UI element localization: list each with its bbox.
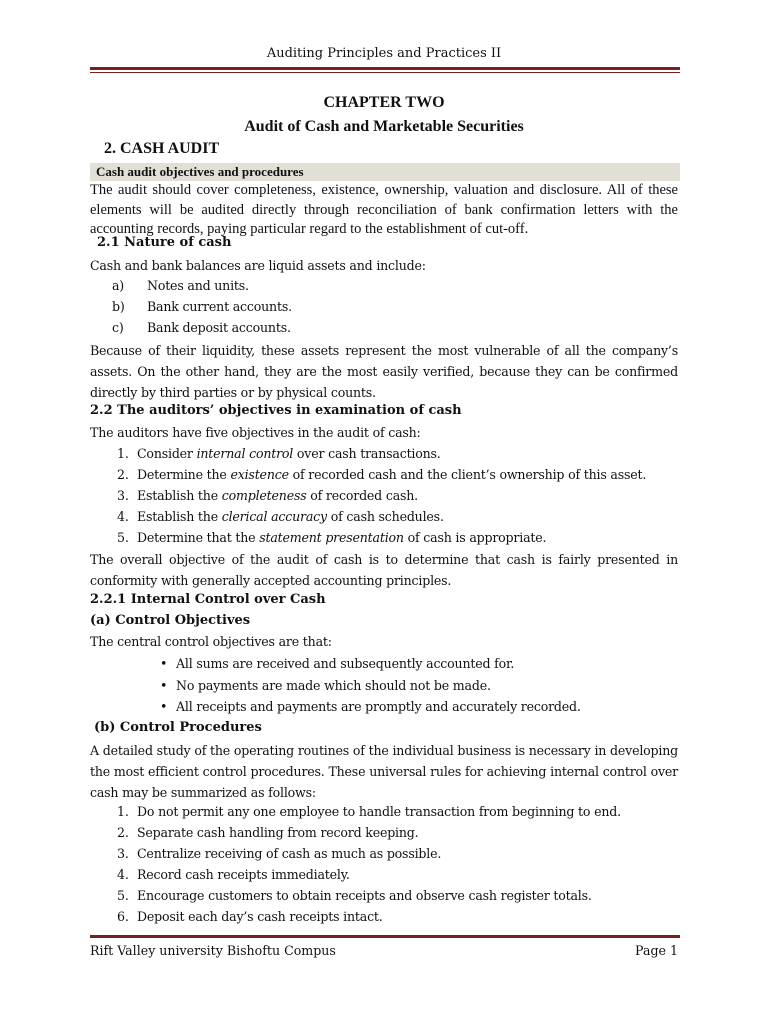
document-page: Auditing Principles and Practices II CHAPTER TWO Audit of Cash and Marketable Securities 2. CASH AUDIT Cash audit objectives and procedures The audit should cover completeness, existence, ownership, valuation and disclosure. All of these elements will be audited directly through reconciliation of bank confirmation letters with the accounting records, paying particular regard to the establishment of cut-off. 2.1 Nature of cash Cash and bank balances are liquid assets and include: a) Notes and units. b) Bank current accounts. c) Bank deposit accounts. Because of their liquidity, these assets represent the most vulnerable of all the company’s assets. On the other hand, they are the most easily verified, because they can be confirmed directly by third parties or by physical counts. 2.2 The auditors’ objectives in examination of cash The auditors have five objectives in the audit of cash: 1. Consider internal control over cash transactions. 2. Determine the existence of recorded cash and the client’s ownership of this asset. 3. Establish the completeness of recorded cash. 4. Establish the clerical accuracy of cash schedules. 5. Determine that the statement presentation of cash is appropriate. The overall objective of the audit of cash is to determine that cash is fairly presented in conformity with generally accepted accounting principles. 2.2.1 Internal Control over Cash (a) Control Objectives The central control objectives are that: • All sums are received and subsequently accounted for. • No payments are made which should not be made. • All receipts and payments are promptly and accurately recorded. (b) Control Procedures A detailed study of the operating routines of the individual business is necessary in developing the most efficient control procedures. These universal rules for achieving internal control over cash may be summarized as follows: 1. Do not permit any one employee to handle transaction from beginning to end. 2. Separate cash handling from record keeping. 3. Centralize receiving of cash as much as possible. 4. Record cash receipts immediately. 5. Encourage customers to obtain receipts and observe cash register totals. 6. Deposit each day’s cash receipts intact. Rift Valley university Bishoftu Compus Page 1 — [0, 0, 768, 1024]
chapter-title: Audit of Cash and Marketable Securities — [244, 118, 524, 135]
header-rule-thin — [90, 72, 680, 73]
intro-paragraph: The audit should cover completeness, existence, ownership, valuation and disclosure. All of these elements will be audited directly through reconciliation of bank confirmation letters with the accounting records, paying particular regard to the establishment of cut-off. — [90, 182, 678, 237]
control-objectives-heading: (a) Control Objectives — [90, 613, 251, 628]
running-header: Auditing Principles and Practices II — [266, 46, 502, 61]
objectives-heading: 2.2 The auditors’ objectives in examination of cash — [90, 403, 462, 418]
footer-institution: Rift Valley university Bishoftu Compus — [90, 943, 336, 958]
nature-heading: 2.1 Nature of cash — [97, 235, 232, 250]
internal-control-heading: 2.2.1 Internal Control over Cash — [90, 592, 326, 607]
footer-rule — [90, 935, 680, 938]
liquidity-paragraph: Because of their liquidity, these assets represent the most vulnerable of all the company’s assets. On the other hand, they are the most easily verified, because they can be confirmed directly by third parties or by physical counts. — [90, 343, 678, 400]
objectives-lead: The auditors have five objectives in the audit of cash: — [90, 425, 421, 440]
nature-lead: Cash and bank balances are liquid assets and include: — [90, 258, 426, 273]
shaded-subheading-text: Cash audit objectives and procedures — [96, 164, 304, 179]
control-procedures-heading: (b) Control Procedures — [94, 720, 262, 735]
chapter-number: CHAPTER TWO — [323, 94, 445, 111]
control-procedures-paragraph: A detailed study of the operating routines of the individual business is necessary in developing the most efficient control procedures. These universal rules for achieving internal control over cash may be summarized as follows: — [90, 743, 678, 800]
overall-objective-paragraph: The overall objective of the audit of cash is to determine that cash is fairly presented in conformity with generally accepted accounting principles. — [90, 552, 678, 588]
section-heading: 2. CASH AUDIT — [104, 140, 220, 157]
shaded-subheading — [90, 163, 680, 181]
page-number: Page 1 — [635, 943, 678, 958]
header-rule — [90, 67, 680, 70]
control-objectives-lead: The central control objectives are that: — [90, 634, 332, 649]
